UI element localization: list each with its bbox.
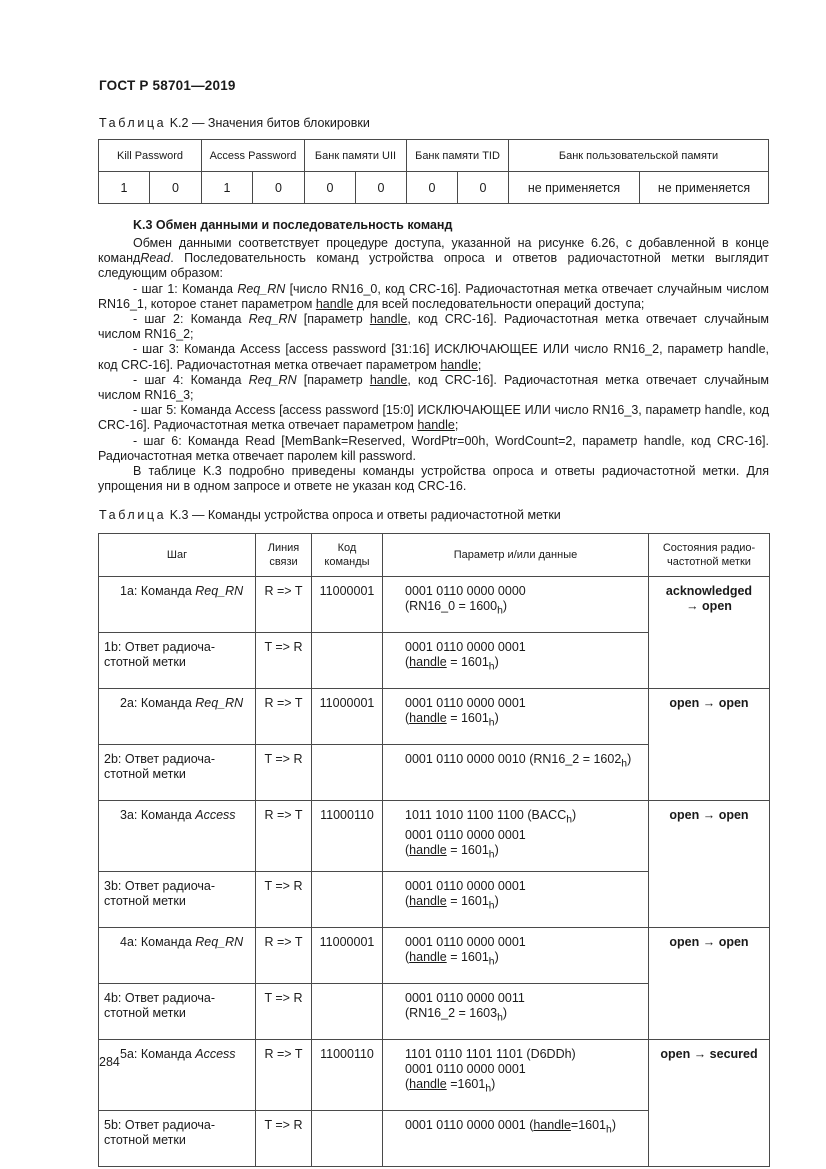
outro-paragraph: В таблице K.3 подробно приведены команды устройства опроса и ответы радиочастотной метки. Для упрощения ни в одном запросе и ответе не указан код CRC-16. <box>98 464 769 494</box>
text: h <box>497 1012 503 1024</box>
text: 1a: Команда <box>120 584 196 598</box>
step-6: - шаг 6: Команда Read [MemBank=Reserved, WordPtr=00h, WordCount=2, параметр handle, код CRC-16]. Радиочастотная метка отвечает паролем kill password. <box>98 433 769 463</box>
page-number: 284 <box>99 1055 120 1069</box>
table-row <box>99 928 770 984</box>
table-k3-caption <box>99 508 561 522</box>
text: Req_RN <box>195 584 244 598</box>
text: ) <box>491 1077 496 1091</box>
header-cell: Банк памяти TID <box>407 140 509 172</box>
text: ( <box>405 1077 410 1091</box>
text: ; <box>477 357 482 372</box>
line-cell: T => R <box>256 1111 312 1167</box>
text: acknowledged <box>665 584 753 598</box>
text: - шаг 3: Команда Access [access password [31:16] ИСКЛЮЧАЮЩЕЕ ИЛИ число RN16_2, параметр handle, код CRC-16]. Радиочастотная метка отвечает параметром <box>98 342 769 372</box>
value-cell: не применяется <box>509 172 640 204</box>
text: 0001 0110 0000 0001 <box>405 935 526 949</box>
text: , код CRC-16]. Радиочастотная метка отвечает случайным числом RN16_2; <box>98 312 769 342</box>
text: - шаг 4: Команда <box>133 372 249 387</box>
state-cell <box>649 577 770 689</box>
table-row <box>99 1040 770 1111</box>
text: ) <box>494 894 499 908</box>
step-cell <box>99 745 256 801</box>
text: стотной метки <box>104 1006 186 1020</box>
text: (RN16_2 = 1603 <box>405 1006 498 1020</box>
param-cell <box>383 984 649 1040</box>
step-cell <box>99 984 256 1040</box>
step-cell <box>99 1111 256 1167</box>
text: h <box>621 758 628 770</box>
param-line <box>405 950 644 970</box>
text: Линия <box>267 542 300 554</box>
table-header-row <box>99 534 770 577</box>
text: Req_RN <box>237 281 286 296</box>
text: стотной метки <box>104 767 186 781</box>
text: Access <box>195 1047 236 1061</box>
step-3 <box>98 342 769 372</box>
line-cell: R => T <box>256 801 312 872</box>
step-cell <box>99 689 256 745</box>
caption-text: K.3 — Команды устройства опроса и ответы радиочастотной метки <box>169 508 561 522</box>
text: handle <box>440 357 478 372</box>
text: команды <box>324 556 370 568</box>
text: частотной метки <box>667 556 751 568</box>
value-cell: 1 <box>99 172 150 204</box>
text: 5a: Команда <box>120 1047 196 1061</box>
param-line <box>405 808 644 828</box>
param-cell <box>383 577 649 633</box>
text: 0001 0110 0000 0001 <box>405 879 526 893</box>
step-cell <box>99 633 256 689</box>
text: = 1601 <box>446 655 489 669</box>
step-cell <box>99 577 256 633</box>
text: Req_RN <box>248 312 297 327</box>
text: Access <box>195 808 236 822</box>
table-row <box>99 172 769 204</box>
text: 0001 0110 0000 0000 <box>405 584 526 598</box>
value-cell: 0 <box>253 172 305 204</box>
line-cell: T => R <box>256 984 312 1040</box>
text: handle <box>409 894 447 908</box>
text: ) <box>611 1118 616 1132</box>
step-4 <box>98 373 769 403</box>
param-cell <box>383 801 649 872</box>
param-line <box>405 843 644 863</box>
text: 1011 1010 1100 1100 (BACC <box>405 808 567 822</box>
line-cell: R => T <box>256 1040 312 1111</box>
table-row <box>99 577 770 633</box>
text: handle <box>409 842 447 857</box>
text: h <box>485 1083 492 1095</box>
caption-word: Таблица <box>99 508 167 522</box>
text: h <box>566 814 573 826</box>
value-cell: не применяется <box>640 172 769 204</box>
code-cell: 11000110 <box>312 801 383 872</box>
text: стотной метки <box>104 1133 186 1147</box>
step-cell <box>99 1040 256 1111</box>
value-cell: 0 <box>150 172 202 204</box>
text: Req_RN <box>248 372 297 387</box>
text: ) <box>494 842 499 857</box>
text: 0001 0110 0000 0010 (RN16_2 = 1602 <box>405 752 622 766</box>
text: handle <box>417 418 455 433</box>
header-cell: Банк пользовательской памяти <box>509 140 769 172</box>
table-row <box>99 801 770 872</box>
text: ; <box>454 418 459 433</box>
text: Код <box>337 542 357 554</box>
code-cell: 11000001 <box>312 577 383 633</box>
text: ) <box>502 599 508 613</box>
text: = 1601 <box>446 842 489 857</box>
text: handle <box>409 655 447 669</box>
code-cell: 11000110 <box>312 1040 383 1111</box>
step-cell <box>99 928 256 984</box>
text: 0001 0110 0000 0001 <box>405 1062 526 1076</box>
step-2 <box>98 312 769 342</box>
text: 2b: Ответ радиоча- <box>104 752 216 766</box>
code-cell <box>312 984 383 1040</box>
header-cell: Шаг <box>99 534 256 577</box>
text: [число RN16_0, код CRC-16]. Радиочастотная метка отвечает случайным числом RN16_1, которое станет параметром <box>98 281 769 311</box>
param-line <box>405 711 644 731</box>
header-cell: Банк памяти UII <box>305 140 407 172</box>
text: h <box>488 849 495 860</box>
step-cell <box>99 872 256 928</box>
text: 0001 0110 0000 0001 <box>405 640 526 654</box>
text: - шаг 1: Команда <box>133 281 238 296</box>
text: ) <box>494 950 499 964</box>
code-cell <box>312 1111 383 1167</box>
text: стотной метки <box>104 655 186 669</box>
param-cell <box>383 1111 649 1167</box>
text: Req_RN <box>195 696 244 710</box>
text: handle <box>369 372 408 387</box>
value-cell: 0 <box>407 172 458 204</box>
param-line <box>405 1077 644 1097</box>
text: 1101 0110 1101 1101 (D6DDh) <box>405 1047 576 1061</box>
text: ) <box>494 655 499 669</box>
table-header-row <box>99 140 769 172</box>
code-cell <box>312 745 383 801</box>
text: Состояния радио- <box>662 542 756 554</box>
line-cell: R => T <box>256 577 312 633</box>
section-title: K.3 Обмен данными и последовательность команд <box>133 218 453 232</box>
text: 4b: Ответ радиоча- <box>104 991 216 1005</box>
step-1 <box>98 282 769 312</box>
table-row <box>99 689 770 745</box>
text: =1601 <box>570 1118 607 1132</box>
state-cell: open → open <box>649 689 770 801</box>
state-cell: open → open <box>649 801 770 928</box>
text: handle <box>409 1077 447 1091</box>
code-cell: 11000001 <box>312 928 383 984</box>
line-cell: T => R <box>256 633 312 689</box>
text: ) <box>494 711 499 725</box>
param-line <box>405 655 644 675</box>
param-line <box>405 1006 644 1026</box>
text: связи <box>269 556 298 568</box>
line-cell: R => T <box>256 689 312 745</box>
text: - шаг 5: Команда Access [access password [15:0] ИСКЛЮЧАЮЩЕЕ ИЛИ число RN16_3, параметр handle, код CRC-16]. Радиочастотная метка отвечает параметром <box>98 403 769 433</box>
text: h <box>488 900 495 912</box>
caption-text: K.2 — Значения битов блокировки <box>169 116 370 130</box>
code-cell <box>312 633 383 689</box>
text: handle <box>409 711 447 725</box>
text: 0001 0110 0000 0001 ( <box>405 1118 534 1132</box>
text: h <box>488 717 495 729</box>
text: ( <box>405 842 410 857</box>
state-cell: open → open <box>649 928 770 1040</box>
text: для всей последовательности операций доступа; <box>353 296 645 311</box>
text: 5b: Ответ радиоча- <box>104 1118 216 1132</box>
text: . Последовательность команд устройства опроса и ответов радиочастотной метки выглядит следующим образом: <box>98 251 769 281</box>
header-cell: Kill Password <box>99 140 202 172</box>
caption-word: Таблица <box>99 116 167 130</box>
text: 2a: Команда <box>120 696 196 710</box>
code-cell <box>312 872 383 928</box>
text: - шаг 2: Команда <box>133 312 249 327</box>
text: 0001 0110 0000 0011 <box>405 991 525 1005</box>
text: ( <box>405 950 410 964</box>
lock-bits-table <box>98 139 769 204</box>
value-cell: 0 <box>356 172 407 204</box>
text: [параметр <box>296 372 370 387</box>
section-body <box>98 236 769 494</box>
text: ( <box>405 655 410 669</box>
text: = 1601 <box>446 711 489 725</box>
commands-table <box>98 533 770 1167</box>
text: 3a: Команда <box>120 808 196 822</box>
line-cell: T => R <box>256 872 312 928</box>
param-cell <box>383 633 649 689</box>
text: handle <box>409 950 447 964</box>
text: handle <box>315 296 354 311</box>
line-cell: T => R <box>256 745 312 801</box>
text: 0001 0110 0000 0001 <box>405 827 526 842</box>
text: 4a: Команда <box>120 935 196 949</box>
text: handle <box>369 312 408 327</box>
state-cell: open → secured <box>649 1040 770 1167</box>
param-line <box>405 894 644 914</box>
text: 3b: Ответ радиоча- <box>104 879 216 893</box>
text: ) <box>627 752 632 766</box>
text: Read <box>140 251 171 266</box>
table-k2-caption <box>99 116 370 130</box>
text: =1601 <box>446 1077 486 1091</box>
text: ) <box>502 1006 508 1020</box>
param-cell <box>383 872 649 928</box>
document-code: ГОСТ Р 58701—2019 <box>99 78 236 93</box>
text: h <box>488 956 495 968</box>
intro-paragraph <box>98 236 769 282</box>
text: стотной метки <box>104 894 186 908</box>
param-cell <box>383 745 649 801</box>
param-cell <box>383 1040 649 1111</box>
header-cell <box>256 534 312 577</box>
line-cell: R => T <box>256 928 312 984</box>
param-cell <box>383 689 649 745</box>
text: Обмен данными соответствует процедуре доступа, указанной на рисунке 6.26, с добавленной в конце команд <box>98 236 769 266</box>
param-line <box>405 752 644 772</box>
text: h <box>488 661 495 673</box>
text: = 1601 <box>446 894 489 908</box>
text: handle <box>533 1118 571 1132</box>
step-5 <box>98 403 769 433</box>
text: 0001 0110 0000 0001 <box>405 696 526 710</box>
text: → open <box>686 599 732 613</box>
value-cell: 1 <box>202 172 253 204</box>
param-line <box>405 599 644 619</box>
text: = 1601 <box>446 950 489 964</box>
text: (RN16_0 = 1600 <box>405 599 498 613</box>
param-cell <box>383 928 649 984</box>
header-cell <box>649 534 770 577</box>
header-cell: Параметр и/или данные <box>383 534 649 577</box>
header-cell <box>312 534 383 577</box>
header-cell: Access Password <box>202 140 305 172</box>
text: ) <box>572 808 577 822</box>
param-line <box>405 1118 644 1138</box>
step-cell <box>99 801 256 872</box>
value-cell: 0 <box>458 172 509 204</box>
code-cell: 11000001 <box>312 689 383 745</box>
text: ( <box>405 894 410 908</box>
text: , код CRC-16]. Радиочастотная метка отвечает случайным числом RN16_3; <box>98 372 769 403</box>
value-cell: 0 <box>305 172 356 204</box>
text: h <box>606 1124 612 1136</box>
text: [параметр <box>296 312 370 327</box>
text: ( <box>405 711 410 725</box>
text: 1b: Ответ радиоча- <box>104 640 216 654</box>
text: Req_RN <box>195 935 244 949</box>
text: h <box>497 605 503 617</box>
